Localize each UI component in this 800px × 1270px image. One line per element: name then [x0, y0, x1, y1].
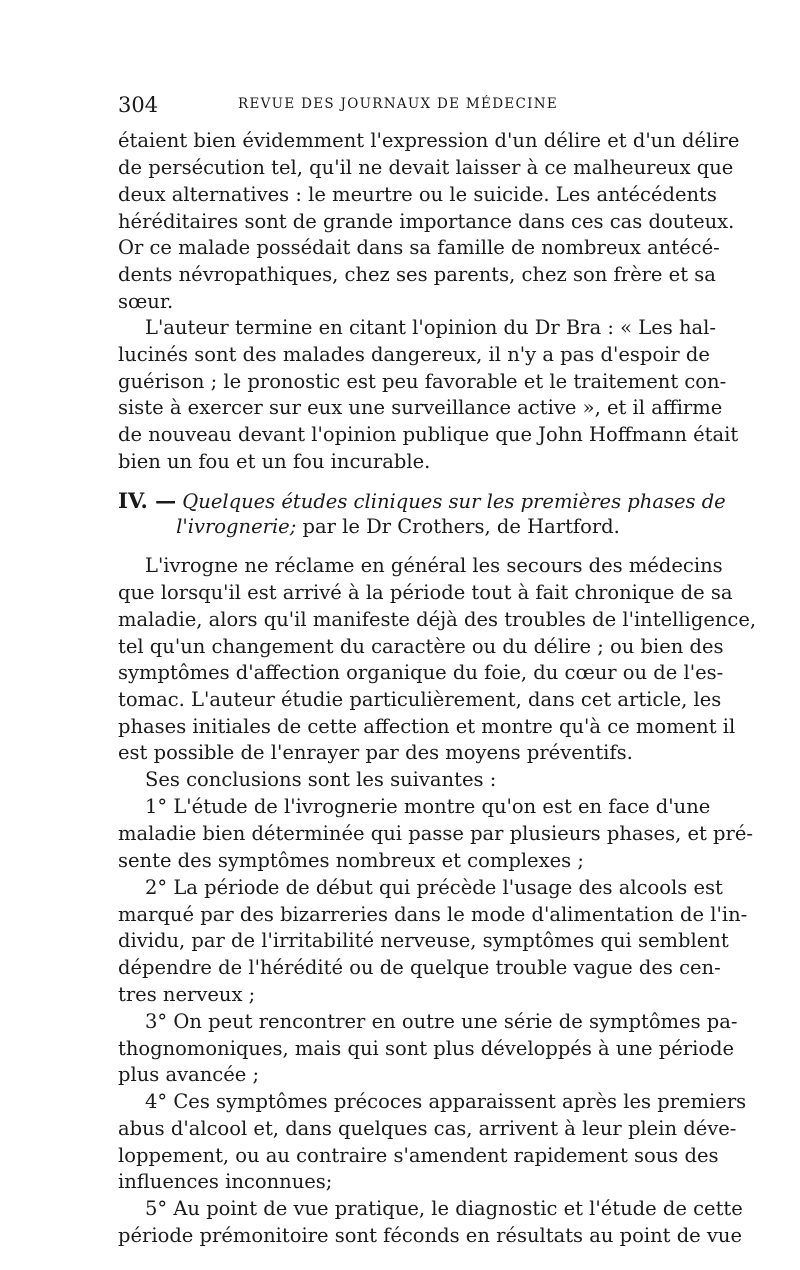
text-line: lucinés sont des malades dangereux, il n'y a pas d'espoir de: [118, 343, 710, 366]
text-line: maladie bien déterminée qui passe par plusieurs phases, et pré-: [118, 822, 753, 845]
text-line: L'auteur termine en citant l'opinion du Dr Bra : « Les hal-: [145, 316, 717, 339]
text-line: Or ce malade possédait dans sa famille de nombreux antécé-: [118, 236, 720, 259]
text-line: abus d'alcool et, dans quelques cas, arrivent à leur plein déve-: [118, 1117, 737, 1140]
text-line: de persécution tel, qu'il ne devait laisser à ce malheureux que: [118, 156, 734, 179]
text-line: de nouveau devant l'opinion publique que John Hoffmann était: [118, 423, 739, 446]
text-line: loppement, ou au contraire s'amendent rapidement sous des: [118, 1144, 719, 1167]
text-line: période prémonitoire sont féconds en résultats au point de vue: [118, 1224, 743, 1247]
text-line: phases initiales de cette affection et montre qu'à ce moment il: [118, 715, 736, 738]
text-line: sœur.: [118, 290, 174, 313]
text-line: dividu, par de l'irritabilité nerveuse, symptômes qui semblent: [118, 929, 729, 952]
section-number: IV. —: [118, 488, 177, 513]
section-title: Quelques études cliniques sur les premières phases de: [182, 490, 726, 513]
text-line: héréditaires sont de grande importance dans ces cas douteux.: [118, 210, 735, 233]
text-line: tres nerveux ;: [118, 983, 256, 1006]
conclusion-item: 2° La période de début qui précède l'usage des alcools est: [145, 876, 723, 899]
text-line: étaient bien évidemment l'expression d'un délire et d'un délire: [118, 129, 740, 152]
text-line: que lorsqu'il est arrivé à la période tout à fait chronique de sa: [118, 581, 733, 604]
section-title-italic: l'ivrognerie;: [176, 515, 297, 538]
text-line: dépendre de l'hérédité ou de quelque trouble vague des cen-: [118, 956, 721, 979]
text-line: guérison ; le pronostic est peu favorable et le traitement con-: [118, 370, 727, 393]
conclusion-item: 4° Ces symptômes précoces apparaissent après les premiers: [145, 1090, 747, 1113]
running-title: REVUE DES JOURNAUX DE MÉDECINE: [237, 96, 559, 112]
page-header: [118, 93, 678, 117]
conclusion-item: 1° L'étude de l'ivrognerie montre qu'on est en face d'une: [145, 795, 711, 818]
section-heading: [118, 488, 726, 515]
text-line: bien un fou et un fou incurable.: [118, 450, 431, 473]
text-line: maladie, alors qu'il manifeste déjà des troubles de l'intelligence,: [118, 608, 757, 631]
text-line: deux alternatives : le meurtre ou le suicide. Les antécédents: [118, 183, 717, 206]
conclusion-item: 5° Au point de vue pratique, le diagnostic et l'étude de cette: [145, 1197, 743, 1220]
text-line: symptômes d'affection organique du foie, du cœur ou de l'es-: [118, 661, 724, 684]
text-line: siste à exercer sur eux une surveillance active », et il affirme: [118, 396, 723, 419]
text-line: tel qu'un changement du caractère ou du délire ; ou bien des: [118, 635, 724, 658]
text-line: L'ivrogne ne réclame en général les secours des médecins: [145, 554, 723, 577]
section-heading-line2: [118, 514, 678, 540]
text-line: dents névropathiques, chez ses parents, chez son frère et sa: [118, 263, 716, 286]
text-line: plus avancée ;: [118, 1063, 260, 1086]
text-line: sente des symptômes nombreux et complexes ;: [118, 849, 584, 872]
text-line: Ses conclusions sont les suivantes :: [145, 768, 497, 791]
text-line: marqué par des bizarreries dans le mode d'alimentation de l'in-: [118, 903, 748, 926]
conclusion-item: 3° On peut rencontrer en outre une série de symptômes pa-: [145, 1010, 738, 1033]
text-line: est possible de l'enrayer par des moyens préventifs.: [118, 741, 633, 764]
text-line: influences inconnues;: [118, 1170, 333, 1193]
page-number: 304: [118, 93, 159, 117]
text-line: thognomoniques, mais qui sont plus développés à une période: [118, 1037, 735, 1060]
text-line: tomac. L'auteur étudie particulièrement, dans cet article, les: [118, 688, 722, 711]
section-author: par le Dr Crothers, de Hartford.: [296, 515, 620, 538]
